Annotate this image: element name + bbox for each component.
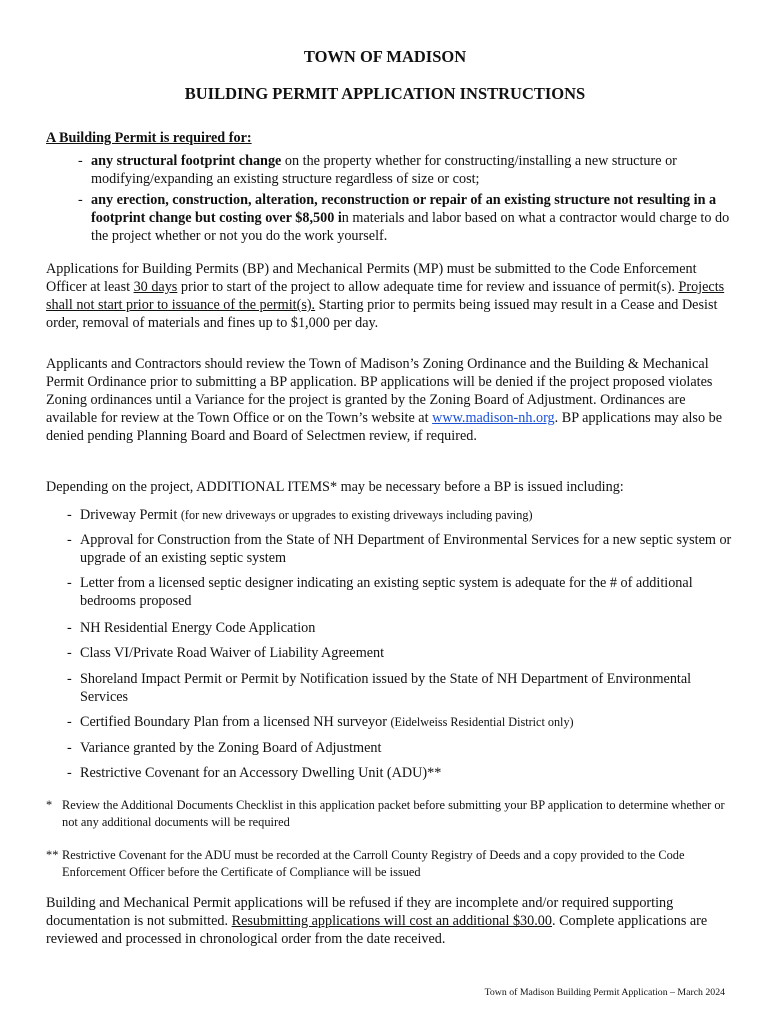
bullet-text: on the property whether for constructing/installing a new structure or modifying/expanding an existing structure regardless of size or cost; <box>91 153 677 187</box>
paragraph-text: Building and Mechanical Permit applications will be refused if they are incomplete and/or required supporting documentation is not submitted. <box>46 895 674 929</box>
bullet-dash: - <box>78 192 83 208</box>
item-text: Variance granted by the Zoning Board of Adjustment <box>80 740 382 756</box>
item-text: Class VI/Private Road Waiver of Liability Agreement <box>80 645 385 661</box>
item-dash: - <box>67 620 72 636</box>
footnote-single-asterisk <box>46 797 736 831</box>
ordinance-paragraph <box>46 355 736 445</box>
required-heading: A Building Permit is required for: <box>46 130 252 146</box>
document-title: TOWN OF MADISON <box>303 47 467 66</box>
days-underlined: 30 days <box>133 279 178 295</box>
item-dash: - <box>67 714 72 730</box>
paragraph-text: . Complete applications are reviewed and processed in chronological order from the date received. <box>46 913 708 947</box>
list-item <box>67 670 732 706</box>
footnote-mark: * <box>46 798 53 812</box>
page-footer: Town of Madison Building Permit Application – March 2024 <box>484 987 725 998</box>
item-dash: - <box>67 740 72 756</box>
item-note: (Eidelweiss Residential District only) <box>390 715 574 729</box>
town-website-link[interactable]: www.madison-nh.org <box>432 410 555 426</box>
item-text: Certified Boundary Plan from a licensed NH surveyor <box>80 714 391 730</box>
item-text: NH Residential Energy Code Application <box>80 620 316 636</box>
paragraph-text: Starting prior to permits being issued may result in a Cease and Desist order, removal of materials and fines up to $1,000 per day. <box>46 297 718 331</box>
item-dash: - <box>67 671 72 687</box>
bullet-text: n materials and labor based on what a contractor would charge to do the project whether or not you do the work yourself. <box>91 210 730 244</box>
item-text: Letter from a licensed septic designer indicating an existing septic system is adequate for the # of additional bedrooms proposed <box>80 575 693 609</box>
item-dash: - <box>67 765 72 781</box>
document-subtitle: BUILDING PERMIT APPLICATION INSTRUCTIONS <box>184 84 586 103</box>
additional-items-intro: Depending on the project, ADDITIONAL ITEMS* may be necessary before a BP is issued including: <box>46 479 624 495</box>
list-item <box>67 764 732 782</box>
paragraph-text: . BP applications may also be denied pending Planning Board and Board of Selectmen review, if required. <box>46 410 722 444</box>
list-item <box>67 574 732 610</box>
list-item <box>67 531 732 567</box>
item-dash: - <box>67 507 72 523</box>
bullet-bold-text: any erection, construction, alteration, reconstruction or repair of an existing structure not resulting in a footprint change but costing over $8,500 i <box>91 192 717 226</box>
paragraph-text: Applications for Building Permits (BP) and Mechanical Permits (MP) must be submitted to the Code Enforcement Officer at least <box>46 261 697 295</box>
list-item <box>67 739 732 757</box>
bullet-dash: - <box>78 153 83 169</box>
footnote-mark: ** <box>46 848 59 862</box>
paragraph-text: prior to start of the project to allow adequate time for review and issuance of permit(s). <box>177 279 679 295</box>
item-dash: - <box>67 575 72 591</box>
item-dash: - <box>67 532 72 548</box>
item-text: Restrictive Covenant for an Accessory Dwelling Unit (ADU)** <box>80 765 442 781</box>
list-item <box>67 619 732 637</box>
bullet-bold-text: any structural footprint change <box>91 153 282 169</box>
item-dash: - <box>67 645 72 661</box>
item-text: Shoreland Impact Permit or Permit by Notification issued by the State of NH Department of Environmental Services <box>80 671 692 705</box>
footnote-text: Restrictive Covenant for the ADU must be recorded at the Carroll County Registry of Deeds and a copy provided to the Code Enforcement Officer before the Certificate of Compliance will be issued <box>62 848 685 879</box>
list-item <box>67 713 732 731</box>
start-warning-underlined: Projects shall not start prior to issuance of the permit(s). <box>46 279 725 313</box>
footnote-text: Review the Additional Documents Checklist in this application packet before submitting your BP application to determine whether or not any additional documents will be required <box>62 798 725 829</box>
required-bullet <box>78 191 738 245</box>
footnote-double-asterisk <box>46 847 736 881</box>
item-text: Approval for Construction from the State of NH Department of Environmental Services for a new septic system or upgrade of an existing septic system <box>80 532 732 566</box>
refusal-paragraph <box>46 894 736 948</box>
list-item <box>67 644 732 662</box>
list-item <box>67 506 732 524</box>
required-bullet <box>78 152 738 188</box>
submission-paragraph <box>46 260 736 332</box>
resubmission-fee-underlined: Resubmitting applications will cost an additional $30.00 <box>231 913 552 929</box>
item-text: Driveway Permit <box>80 507 181 523</box>
item-note: (for new driveways or upgrades to existing driveways including paving) <box>180 508 533 522</box>
paragraph-text: Applicants and Contractors should review the Town of Madison’s Zoning Ordinance and the Building & Mechanical Permit Ordinance prior to submitting a BP application. BP applications will be denied if the project proposed violates Zoning ordinances until a Variance for the project is granted by the Zoning Board of Adjustment. Ordinances are available for review at the Town Office or on the Town’s website at <box>46 356 713 426</box>
